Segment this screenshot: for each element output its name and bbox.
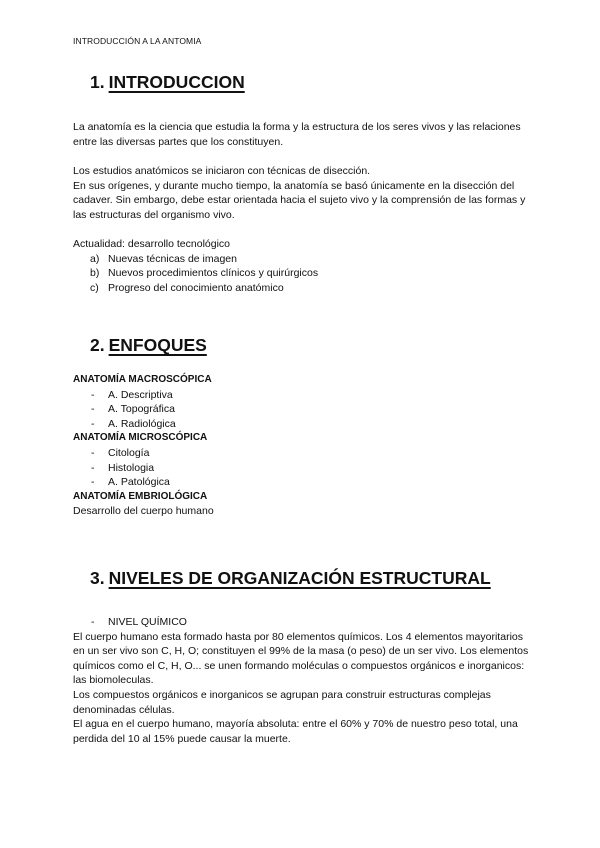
list-item: - A. Descriptiva	[91, 388, 173, 401]
section-3-heading	[90, 568, 491, 589]
quimico-paragraph-2: Los compuestos orgánicos e inorganicos se agrupan para construir estructuras complejas denominadas células.	[73, 688, 491, 716]
list-item: b) Nuevos procedimientos clínicos y quirúrgicos	[90, 267, 319, 280]
section-3-title: NIVELES DE ORGANIZACIÓN ESTRUCTURAL	[108, 568, 491, 588]
group-label-macroscopica: ANATOMÍA MACROSCÓPICA	[73, 374, 212, 385]
definition-paragraph: La anatomía es la ciencia que estudia la forma y la estructura de los seres vivos y las relaciones entre las diversas partes que los constituyen.	[73, 121, 521, 148]
embriologica-text: Desarrollo del cuerpo humano	[73, 505, 214, 518]
section-1-number: 1.	[90, 72, 105, 92]
list-item: - Citología	[91, 446, 150, 459]
actualidad-list	[73, 252, 533, 296]
group-label-microscopica: ANATOMÍA MICROSCÓPICA	[73, 432, 208, 444]
section-1-title: INTRODUCCION	[108, 72, 245, 92]
list-item: - A. Topográfica	[91, 403, 175, 416]
macroscopica-list	[73, 388, 533, 432]
section-1-actualidad	[73, 237, 533, 295]
list-item: - A. Radiológica	[91, 417, 176, 430]
section-2-enfoques	[73, 373, 533, 519]
quimico-paragraph-3: El agua en el cuerpo humano, mayoría absoluta: entre el 60% y 70% de nuestro peso total, una perdida del 10 al 15% puede causar la muerte.	[73, 718, 518, 745]
quimico-paragraph-1: El cuerpo humano esta formado hasta por 80 elementos químicos. Los 4 elementos mayoritarios en un ser vivo son C, H, O; constituyen el 99% de la masa (o peso) de un ser vivo. Los elementos químicos como el C, H, O... se unen formando moléculas o compuestos orgánicos e inorganicos: las biomoleculas.	[73, 630, 529, 687]
microscopica-list	[73, 446, 533, 490]
section-1-definition	[73, 120, 533, 149]
list-item: - A. Patológica	[91, 476, 170, 489]
niveles-list	[73, 615, 533, 630]
running-header: INTRODUCCIÓN A LA ANTOMIA	[73, 36, 202, 46]
section-2-number: 2.	[90, 335, 105, 355]
section-2-heading	[90, 335, 207, 356]
history-line-1: Los estudios anatómicos se iniciaron con técnicas de disección.	[73, 165, 371, 177]
list-item: c) Progreso del conocimiento anatómico	[90, 281, 284, 294]
list-item: a) Nuevas técnicas de imagen	[90, 252, 237, 265]
section-2-title: ENFOQUES	[108, 335, 207, 355]
section-3-number: 3.	[90, 568, 105, 588]
section-3-body	[73, 615, 533, 746]
history-line-2: En sus orígenes, y durante mucho tiempo, la anatomía se basó únicamente en la disección del cadaver. Sin embargo, debe estar orientada hacia el sujeto vivo y la comprensión de las formas y las estructuras del organismo vivo.	[73, 179, 526, 221]
section-1-heading	[90, 72, 245, 93]
section-1-history	[73, 164, 533, 222]
group-label-embriologica: ANATOMÍA EMBRIOLÓGICA	[73, 490, 208, 502]
list-item: - Histologia	[91, 461, 155, 474]
actualidad-label: Actualidad: desarrollo tecnológico	[73, 238, 231, 250]
list-item: - NIVEL QUÍMICO	[91, 616, 187, 628]
